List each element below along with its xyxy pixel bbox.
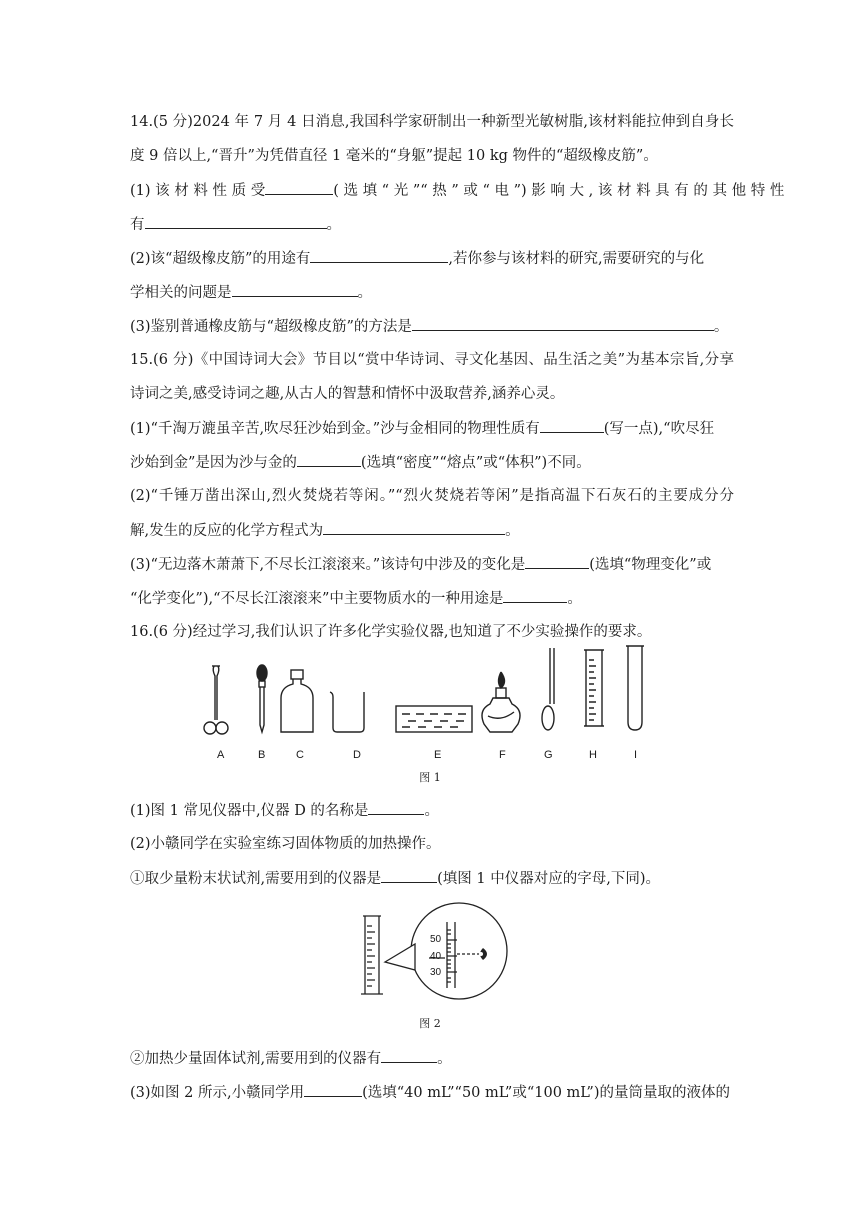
q14-part-1-cont: 有 。 <box>130 214 734 235</box>
q14-part-2: (2)该“超级橡皮筋”的用途有 ,若你参与该材料的研究,需要研究的与化 <box>130 248 734 269</box>
answer-blank[interactable] <box>381 1048 437 1063</box>
answer-blank[interactable] <box>304 1082 362 1097</box>
answer-blank[interactable] <box>310 248 448 263</box>
answer-blank[interactable] <box>368 800 424 815</box>
figure-1-label-h: H <box>589 749 597 761</box>
q16-part-2-2: ②加热少量固体试剂,需要用到的仪器有 。 <box>130 1048 734 1069</box>
figure-1-label-f: F <box>499 749 506 761</box>
answer-blank[interactable] <box>145 214 327 229</box>
q15-line-1: 15.(6 分)《中国诗词大会》节目以“赏中华诗词、寻文化基因、品生活之美”为基本宗旨,分享 <box>130 352 734 368</box>
dropper-icon <box>257 665 267 732</box>
q14-line-1: 14.(5 分)2024 年 7 月 4 日消息,我国科学家研制出一种新型光敏树脂,该材料能拉伸到自身长 <box>130 114 734 130</box>
q15-part-2-cont: 解,发生的反应的化学方程式为 。 <box>130 520 734 541</box>
answer-blank[interactable] <box>232 282 358 297</box>
q16-part-2: (2)小赣同学在实验室练习固体物质的加热操作。 <box>130 836 441 852</box>
figure-2-caption: 图 2 <box>419 1017 441 1030</box>
figure-2-tick-30: 30 <box>430 967 442 978</box>
graduated-cylinder-icon <box>584 650 604 726</box>
figure-1-label-a: A <box>217 749 225 761</box>
reagent-bottle-icon <box>281 670 313 732</box>
q14-part-2-cont: 学相关的问题是 。 <box>130 282 734 303</box>
figure-1-apparatus <box>196 640 666 744</box>
figure-1-label-d: D <box>353 749 361 761</box>
medicine-spoon-icon <box>542 648 554 730</box>
figure-1-label-b: B <box>258 749 266 761</box>
q15-line-2: 诗词之美,感受诗词之趣,从古人的智慧和情怀中汲取营养,涵养心灵。 <box>130 386 565 402</box>
q16-part-1: (1)图 1 常见仪器中,仪器 D 的名称是 。 <box>130 800 734 821</box>
q15-part-1-cont: 沙始到金”是因为沙与金的 (选填“密度”“熔点”或“体积”)不同。 <box>130 452 734 473</box>
water-trough-icon <box>396 706 472 732</box>
q15-part-1: (1)“千淘万漉虽辛苦,吹尽狂沙始到金。”沙与金相同的物理性质有 (写一点),“吹尽狂 <box>130 418 734 439</box>
q15-part-2: (2)“千锤万凿出深山,烈火焚烧若等闲。”“烈火焚烧若等闲”是指高温下石灰石的主要成分分 <box>130 488 734 504</box>
figure-2-cylinder-reading <box>355 900 515 1000</box>
answer-blank[interactable] <box>297 452 361 467</box>
figure-1-label-i: I <box>634 749 638 761</box>
answer-blank[interactable] <box>323 520 505 535</box>
figure-1-label-c: C <box>296 749 304 761</box>
figure-2-tick-50: 50 <box>430 934 442 945</box>
answer-blank[interactable] <box>265 180 333 195</box>
q14-part-3: (3)鉴别普通橡皮筋与“超级橡皮筋”的方法是 。 <box>130 316 734 337</box>
answer-blank[interactable] <box>412 316 714 331</box>
beaker-icon <box>330 692 364 732</box>
q16-part-2-1: ①取少量粉末状试剂,需要用到的仪器是 (填图 1 中仪器对应的字母,下同)。 <box>130 868 734 889</box>
test-tube-icon <box>626 646 644 730</box>
figure-2-tick-40: 40 <box>430 951 442 962</box>
q14-line-2: 度 9 倍以上,“晋升”为凭借直径 1 毫米的“身躯”提起 10 kg 物件的“超级橡皮筋”。 <box>130 148 658 164</box>
q14-part-1: (1) 该 材 料 性 质 受 ( 选 填 “ 光 ”“ 热 ” 或 “ 电 ”) 影 响 大 , 该 材 料 具 有 的 其 他 特 性 <box>130 180 734 201</box>
answer-blank[interactable] <box>525 554 589 569</box>
answer-blank[interactable] <box>540 418 604 433</box>
q16-line-1: 16.(6 分)经过学习,我们认识了许多化学实验仪器,也知道了不少实验操作的要求。 <box>130 624 652 640</box>
figure-1-label-g: G <box>544 749 553 761</box>
answer-blank[interactable] <box>503 588 567 603</box>
alcohol-lamp-icon <box>482 672 520 732</box>
answer-blank[interactable] <box>381 868 437 883</box>
q15-part-3-cont: “化学变化”),“不尽长江滚滚来”中主要物质水的一种用途是 。 <box>130 588 734 609</box>
crucible-tongs-icon <box>204 666 228 734</box>
figure-1-caption: 图 1 <box>419 771 441 784</box>
q15-part-3: (3)“无边落木萧萧下,不尽长江滚滚来。”该诗句中涉及的变化是 (选填“物理变化”或 <box>130 554 734 575</box>
eye-icon <box>479 948 487 960</box>
figure-1-label-e: E <box>434 749 442 761</box>
q16-part-3: (3)如图 2 所示,小赣同学用 (选填“40 mL”“50 mL”或“100 mL”)的量筒量取的液体的 <box>130 1082 734 1103</box>
